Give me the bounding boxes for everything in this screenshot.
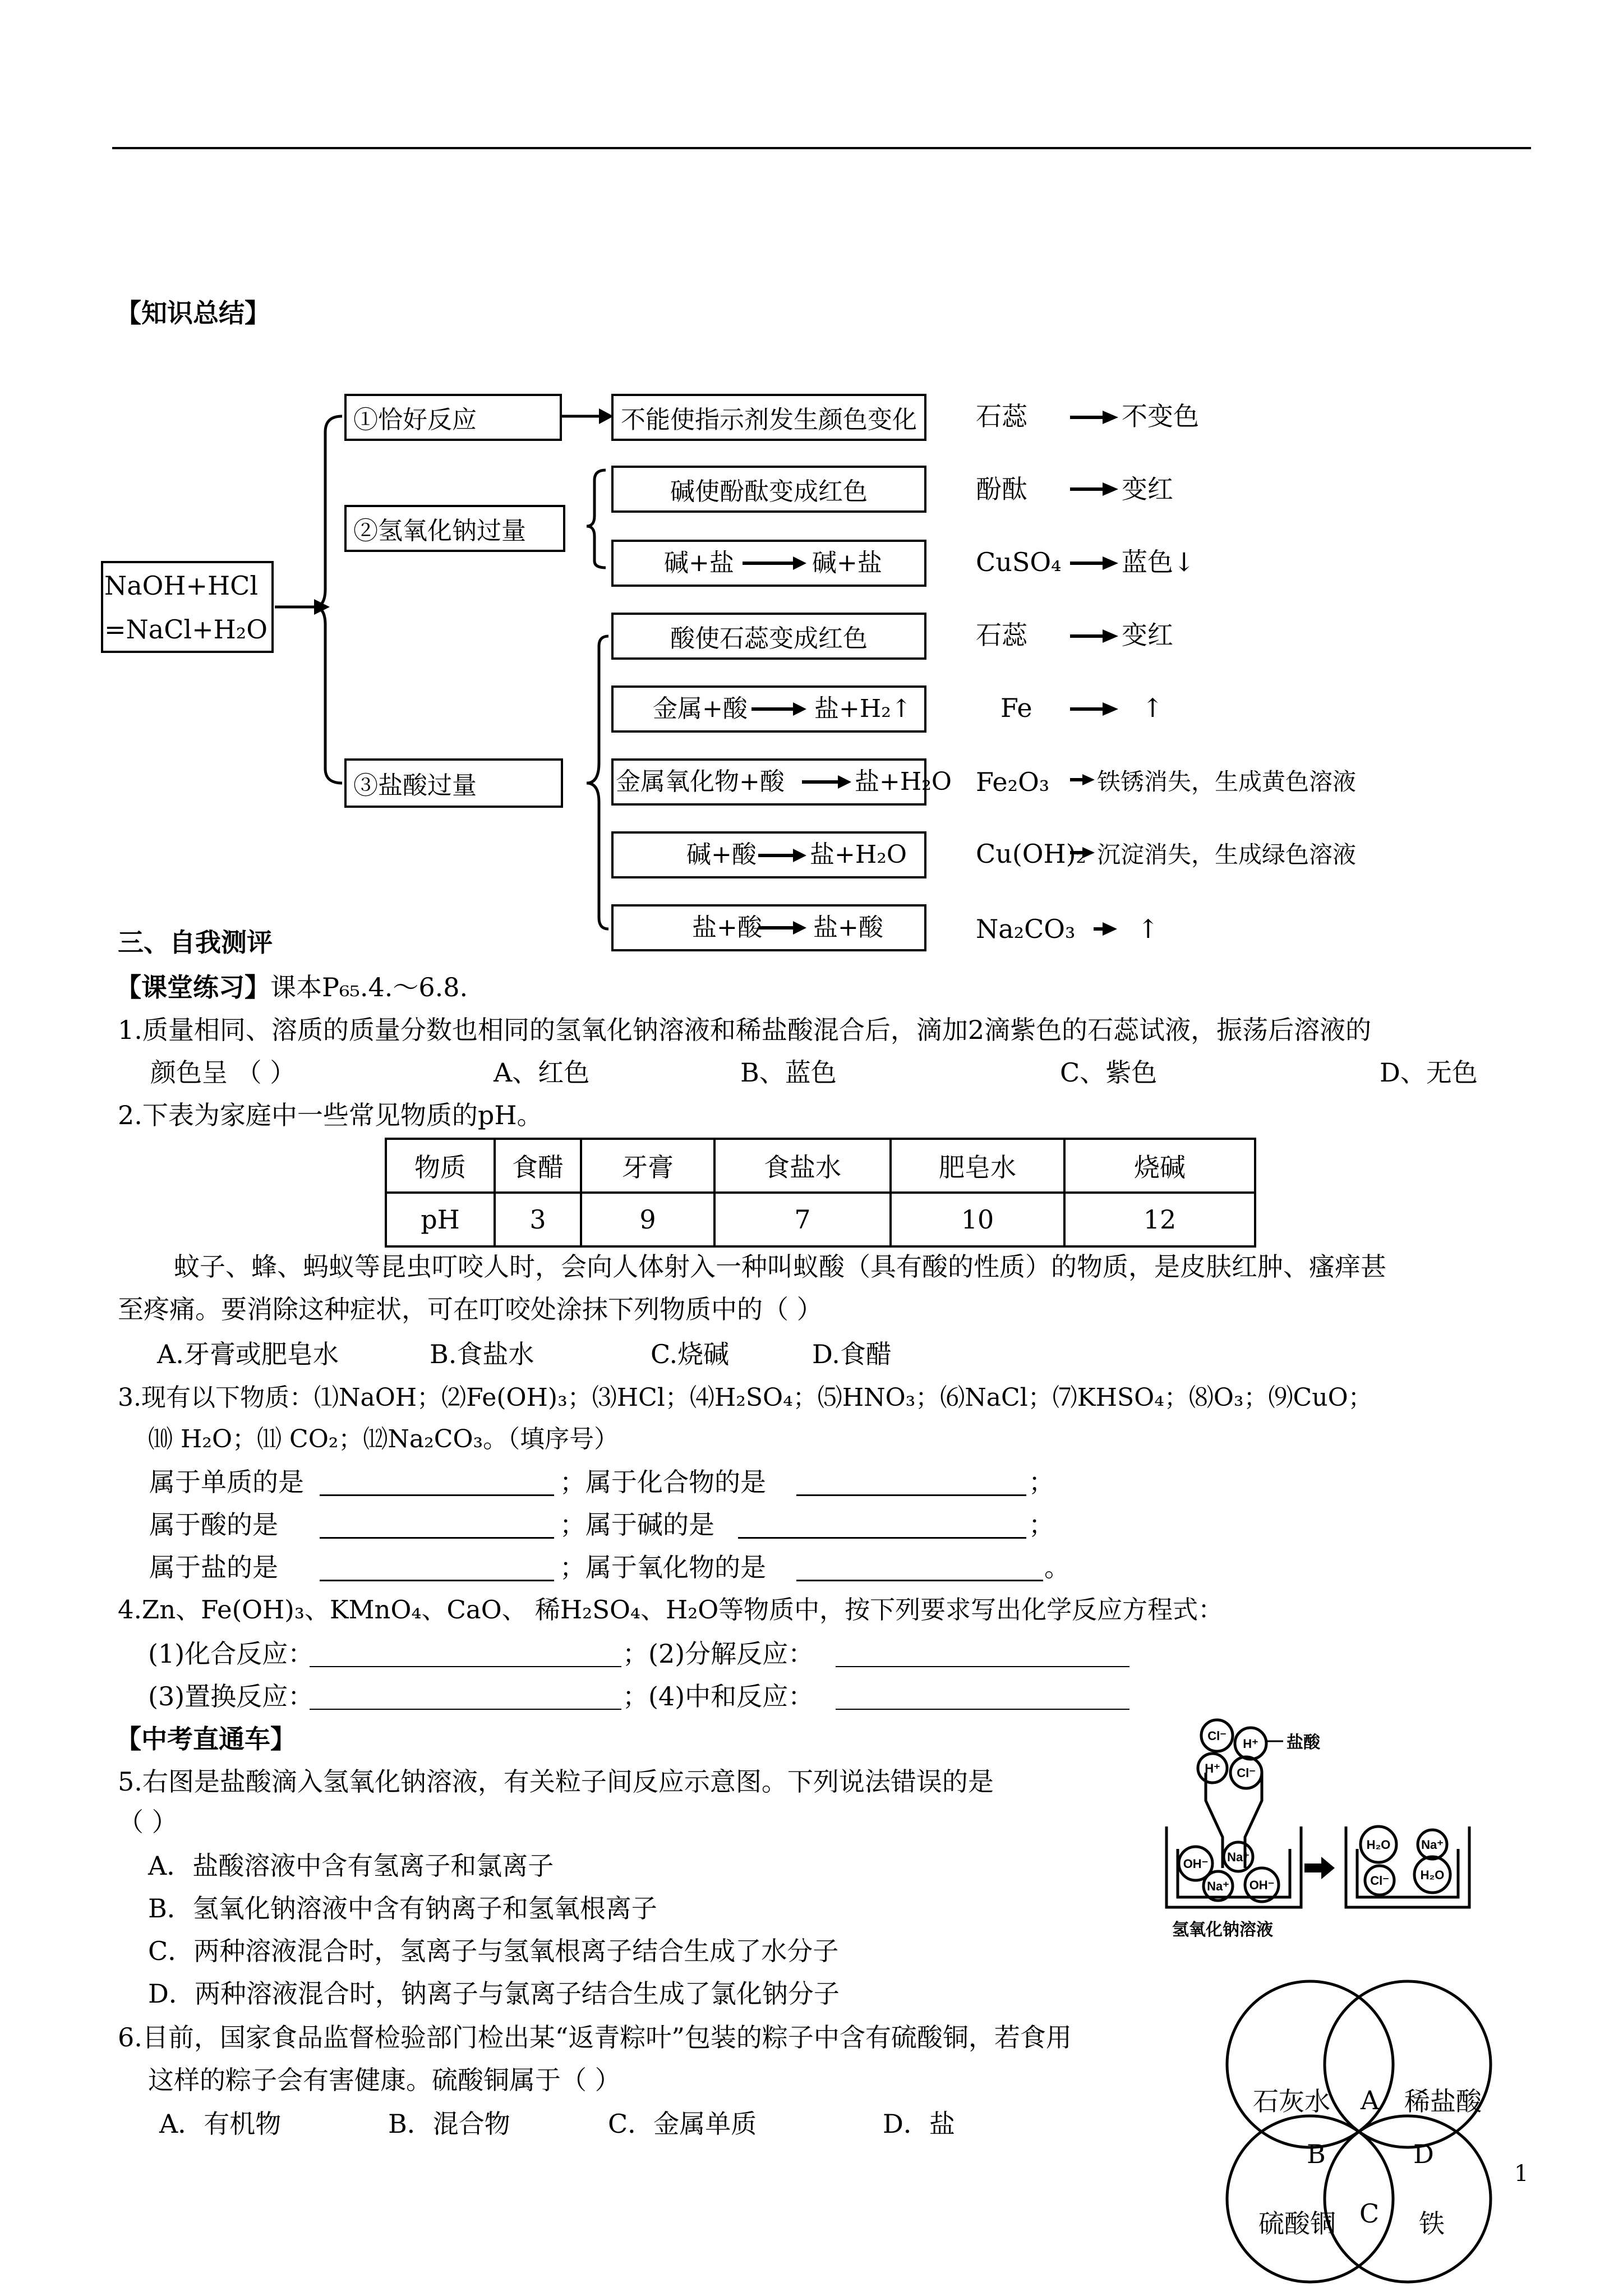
page-number: 1: [1514, 2161, 1529, 2187]
row-box-2: 碱使酚酞变成红色: [611, 466, 926, 513]
q4-blank-displacement[interactable]: [310, 1684, 621, 1710]
equation-line-1: NaOH+HCl: [104, 570, 259, 601]
q5-option-a: A．盐酸溶液中含有氢离子和氯离子: [148, 1851, 554, 1881]
q1-line1: 1.质量相同、溶质的质量分数也相同的氢氧化钠溶液和稀盐酸混合后，滴加2滴紫色的石蕊试液，振荡后溶液的: [118, 1015, 1372, 1045]
q3-blank-compounds[interactable]: [796, 1470, 1026, 1496]
ph-table-cell: 10: [891, 1193, 1064, 1246]
subject-5: Fe: [1000, 693, 1032, 723]
ph-table: [385, 1138, 1256, 1248]
ph-table-header-cell: 烧碱: [1064, 1139, 1255, 1193]
ion-left-oh-1: OH⁻: [1183, 1857, 1209, 1871]
row3-left: 碱+盐: [664, 549, 734, 577]
practice-text: 课本P₆₅.4.～6.8.: [270, 972, 468, 1002]
result-1: 不变色: [1122, 401, 1199, 431]
venn-label-limewater: 石灰水: [1253, 2086, 1330, 2116]
q3-end-3: 。: [1044, 1552, 1070, 1582]
row7-left: 碱+酸: [686, 840, 757, 869]
ion-left-oh-2: OH⁻: [1249, 1878, 1275, 1892]
ph-table-cell: 7: [714, 1193, 891, 1246]
ph-table-header-cell: 食盐水: [714, 1139, 891, 1193]
q3-left-label-1: 属于单质的是: [149, 1467, 304, 1497]
q1-line2: 颜色呈 （ ）: [150, 1057, 296, 1088]
ion-drop-cl-1: Cl⁻: [1207, 1729, 1227, 1743]
venn-label-hcl: 稀盐酸: [1404, 2086, 1482, 2116]
ph-table-header-cell: 牙膏: [581, 1139, 714, 1193]
row7-right: 盐+H₂O: [810, 840, 907, 869]
knowledge-heading: 【知识总结】: [116, 298, 270, 328]
q4-item-1: (1)化合反应：: [148, 1639, 314, 1669]
q2-para2: 至疼痛。要消除这种症状，可在叮咬处涂抹下列物质中的（ ）: [118, 1294, 823, 1324]
ion-reaction-figure: [1150, 1717, 1509, 1952]
row6-right: 盐+H₂O: [855, 767, 952, 796]
ph-table-cell: 9: [581, 1193, 714, 1246]
q3-end-1: ；: [1029, 1467, 1054, 1497]
venn-label-iron: 铁: [1419, 2208, 1445, 2239]
q6-option-d: D．盐: [883, 2109, 955, 2139]
subject-1: 石蕊: [976, 401, 1027, 431]
practice-label: 【课堂练习】: [116, 972, 270, 1002]
ion-drop-h-2: H⁺: [1205, 1761, 1220, 1775]
q4-item-2: ；(2)分解反应：: [623, 1639, 814, 1669]
ion-right-h2o-2: H₂O: [1420, 1868, 1445, 1882]
row-box-4: 酸使石蕊变成红色: [611, 613, 926, 660]
result-2: 变红: [1122, 474, 1173, 504]
q3-right-label-3: ；属于氧化物的是: [560, 1552, 766, 1582]
result-5: ↑: [1142, 693, 1164, 723]
q2-option-a: A.牙膏或肥皂水: [157, 1339, 339, 1369]
subject-8: Na₂CO₃: [976, 914, 1076, 944]
branch-exact: ①恰好反应: [344, 394, 562, 441]
ph-table-header-cell: 肥皂水: [891, 1139, 1064, 1193]
q2-option-b: B.食盐水: [430, 1339, 534, 1369]
q4-intro: 4.Zn、Fe(OH)₃、KMnO₄、CaO、 稀H₂SO₄、H₂O等物质中，按下列要求写出化学反应方程式：: [118, 1595, 1224, 1625]
q6-option-c: C．金属单质: [608, 2109, 757, 2139]
subject-2: 酚酞: [976, 474, 1027, 504]
row-box-1: 不能使指示剂发生颜色变化: [611, 394, 926, 441]
q5-option-d: D．两种溶液混合时，钠离子与氯离子结合生成了氯化钠分子: [148, 1978, 840, 2009]
practice-line: [116, 970, 468, 1004]
q6-line2: 这样的粽子会有害健康。硫酸铜属于（ ）: [148, 2065, 621, 2095]
q3-line1: 3.现有以下物质：⑴NaOH；⑵Fe(OH)₃；⑶HCl；⑷H₂SO₄；⑸HNO₃；⑹NaCl；⑺KHSO₄；⑻O₃；⑼CuO；: [118, 1383, 1373, 1412]
exam-heading: 【中考直通车】: [116, 1724, 296, 1754]
ph-table-header-row: [386, 1139, 1255, 1193]
q2-option-d: D.食醋: [812, 1339, 892, 1369]
ion-drop-h-1: H⁺: [1243, 1737, 1258, 1751]
q1-option-c: C、紫色: [1060, 1057, 1158, 1088]
result-7: 沉淀消失，生成绿色溶液: [1097, 841, 1357, 868]
venn-label-cuso4: 硫酸铜: [1258, 2208, 1336, 2239]
result-8: ↑: [1137, 914, 1159, 944]
q3-blank-acids[interactable]: [320, 1512, 554, 1539]
ph-table-cell: pH: [386, 1193, 495, 1246]
row5-left: 金属+酸: [653, 694, 748, 723]
q3-blank-salts[interactable]: [320, 1555, 554, 1581]
branch-naoh-excess: ②氢氧化钠过量: [344, 505, 565, 552]
venn-region-a: A: [1361, 2085, 1380, 2115]
venn-diagram: [1223, 1975, 1537, 2296]
ph-table-row: [386, 1193, 1255, 1246]
ion-right-h2o-1: H₂O: [1366, 1838, 1391, 1852]
ion-drop-cl-2: Cl⁻: [1237, 1766, 1256, 1780]
subject-4: 石蕊: [976, 620, 1027, 650]
venn-circle-iron: [1325, 2116, 1491, 2282]
venn-circle-hcl: [1325, 1981, 1491, 2147]
branch-hcl-excess: ③盐酸过量: [344, 758, 563, 808]
ph-table-header-cell: 食醋: [495, 1139, 581, 1193]
figure-base-label: 氢氧化钠溶液: [1172, 1921, 1273, 1939]
equation-line-2: =NaCl+H₂O: [104, 614, 268, 645]
subject-3: CuSO₄: [976, 547, 1062, 577]
row6-left: 金属氧化物+酸: [616, 767, 785, 796]
row5-right: 盐+H₂↑: [814, 694, 912, 723]
q6-option-a: A．有机物: [159, 2109, 282, 2139]
ph-table-cell: 3: [495, 1193, 581, 1246]
q4-item-3: (3)置换反应：: [148, 1681, 314, 1711]
q4-item-4: ；(4)中和反应：: [623, 1681, 814, 1711]
ion-right-cl-1: Cl⁻: [1370, 1874, 1389, 1888]
q6-option-b: B．混合物: [388, 2109, 510, 2139]
q3-left-label-2: 属于酸的是: [149, 1510, 278, 1540]
q3-right-label-1: ；属于化合物的是: [560, 1467, 766, 1497]
q4-blank-decomposition[interactable]: [836, 1641, 1129, 1667]
ph-table-cell: 12: [1064, 1193, 1255, 1246]
q4-blank-neutralization[interactable]: [836, 1684, 1129, 1710]
venn-region-d: D: [1413, 2139, 1434, 2169]
result-3: 蓝色↓: [1122, 547, 1195, 577]
row3-right: 碱+盐: [812, 549, 882, 577]
venn-region-c: C: [1359, 2198, 1380, 2229]
q6-line1: 6.目前，国家食品监督检验部门检出某“返青粽叶”包装的粽子中含有硫酸铜，若食用: [118, 2022, 1072, 2053]
q3-line2: ⑽ H₂O；⑾ CO₂；⑿Na₂CO₃。（填序号）: [148, 1425, 619, 1453]
q5-line1: 5.右图是盐酸滴入氢氧化钠溶液，有关粒子间反应示意图。下列说法错误的是: [118, 1766, 994, 1797]
q1-option-b: B、蓝色: [740, 1057, 837, 1088]
q3-end-2: ；: [1029, 1510, 1054, 1540]
q1-option-a: A、红色: [494, 1057, 590, 1088]
result-4: 变红: [1122, 620, 1173, 650]
section3-heading: 三、自我测评: [118, 927, 273, 958]
subject-7: Cu(OH)₂: [976, 839, 1086, 869]
row8-left: 盐+酸: [692, 913, 762, 942]
q2-para1: 蚊子、蜂、蚂蚁等昆虫叮咬人时，会向人体射入一种叫蚁酸（具有酸的性质）的物质，是皮肤红肿、瘙痒甚: [174, 1251, 1386, 1282]
q3-blank-bases[interactable]: [738, 1512, 1026, 1539]
ion-left-na-2: Na⁺: [1207, 1879, 1229, 1893]
venn-region-b: B: [1307, 2139, 1326, 2169]
q3-left-label-3: 属于盐的是: [149, 1552, 278, 1582]
q2-option-c: C.烧碱: [651, 1339, 730, 1369]
q5-line2: （ ）: [118, 1807, 178, 1837]
result-6: 铁锈消失，生成黄色溶液: [1097, 768, 1357, 795]
row8-right: 盐+酸: [813, 913, 883, 942]
ph-table-header-cell: 物质: [386, 1139, 495, 1193]
q3-blank-oxides[interactable]: [796, 1555, 1043, 1581]
ion-right-na-1: Na⁺: [1421, 1838, 1444, 1852]
q1-option-d: D、无色: [1380, 1057, 1478, 1088]
q5-option-c: C．两种溶液混合时，氢离子与氢氧根离子结合生成了水分子: [148, 1936, 839, 1966]
ion-left-na-1: Na⁺: [1227, 1850, 1249, 1864]
subject-6: Fe₂O₃: [976, 767, 1050, 797]
q4-blank-combination[interactable]: [310, 1641, 621, 1667]
venn-circle-limewater: [1227, 1981, 1393, 2147]
q2-intro: 2.下表为家庭中一些常见物质的pH。: [118, 1100, 543, 1130]
q5-option-b: B．氢氧化钠溶液中含有钠离子和氢氧根离子: [148, 1893, 657, 1924]
q3-right-label-2: ；属于碱的是: [560, 1510, 714, 1540]
figure-acid-label: 盐酸: [1287, 1733, 1320, 1752]
q3-blank-elements[interactable]: [320, 1470, 554, 1496]
